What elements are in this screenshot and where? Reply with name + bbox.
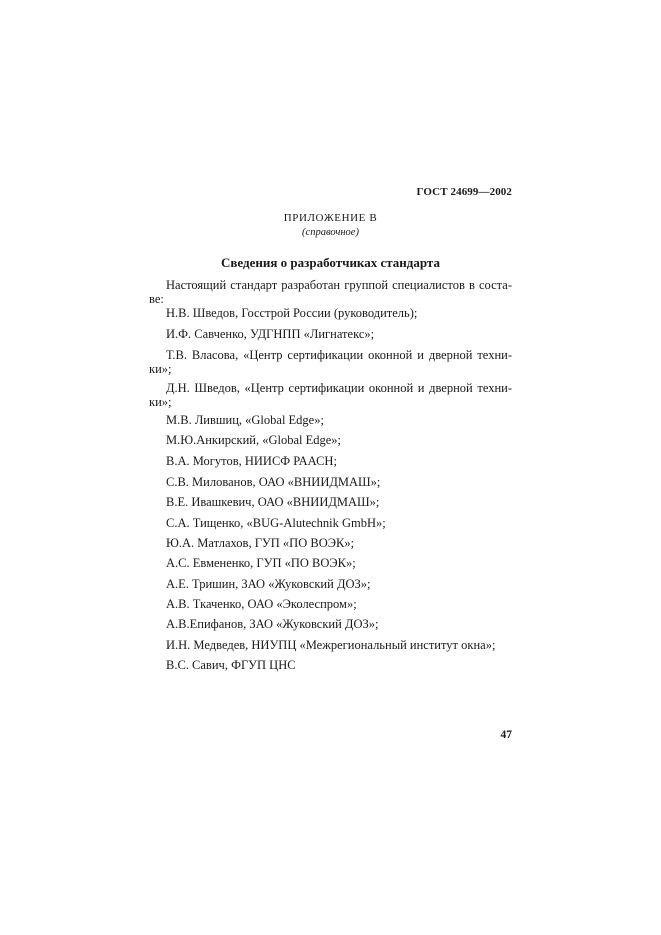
- developer-entry-line-2: ки»;: [149, 395, 172, 409]
- intro-line-2: ве:: [149, 292, 164, 306]
- developer-entry: В.А. Могутов, НИИСФ РААСН;: [166, 454, 337, 468]
- developer-entry: М.Ю.Анкирский, «Global Edge»;: [166, 433, 341, 447]
- developer-entry: [149, 348, 512, 376]
- developer-entry: А.Е. Тришин, ЗАО «Жуковский ДОЗ»;: [166, 577, 371, 591]
- developer-entry: А.В.Епифанов, ЗАО «Жуковский ДОЗ»;: [166, 617, 379, 631]
- intro-paragraph: [149, 278, 512, 306]
- developer-entry: А.В. Ткаченко, ОАО «Эколеспром»;: [166, 597, 357, 611]
- developer-entry: И.Ф. Савченко, УДГНПП «Лигнатекс»;: [166, 327, 375, 341]
- developer-entry: И.Н. Медведев, НИУПЦ «Межрегиональный институт окна»;: [166, 638, 496, 652]
- developer-entry: Ю.А. Матлахов, ГУП «ПО ВОЭК»;: [166, 536, 355, 550]
- developer-entry-line-1: Д.Н. Шведов, «Центр сертификации оконной и дверной техни-: [166, 381, 512, 395]
- developer-entry-line-2: ки»;: [149, 362, 172, 376]
- developer-entry: В.С. Савич, ФГУП ЦНС: [166, 658, 296, 672]
- developer-entry-line-1: Т.В. Власова, «Центр сертификации оконной и дверной техни-: [166, 348, 512, 362]
- developer-entry: [149, 381, 512, 409]
- section-title: Сведения о разработчиках стандарта: [221, 255, 440, 270]
- developer-entry: Н.В. Шведов, Госстрой России (руководитель);: [166, 306, 418, 320]
- developer-entry: А.С. Евмененко, ГУП «ПО ВОЭК»;: [166, 556, 356, 570]
- intro-line-1: Настоящий стандарт разработан группой специалистов в соста-: [166, 278, 512, 292]
- page-number: 47: [500, 729, 512, 741]
- appendix-note: (справочное): [302, 227, 359, 238]
- developer-entry: М.В. Лившиц, «Global Edge»;: [166, 413, 324, 427]
- appendix-title: ПРИЛОЖЕНИЕ В: [283, 212, 378, 224]
- developer-entry: В.Е. Ивашкевич, ОАО «ВНИИДМАШ»;: [166, 495, 380, 509]
- developer-entry: С.В. Милованов, ОАО «ВНИИДМАШ»;: [166, 475, 381, 489]
- standard-number: ГОСТ 24699—2002: [416, 186, 512, 198]
- developer-entry: С.А. Тищенко, «BUG-Alutechnik GmbH»;: [166, 516, 386, 530]
